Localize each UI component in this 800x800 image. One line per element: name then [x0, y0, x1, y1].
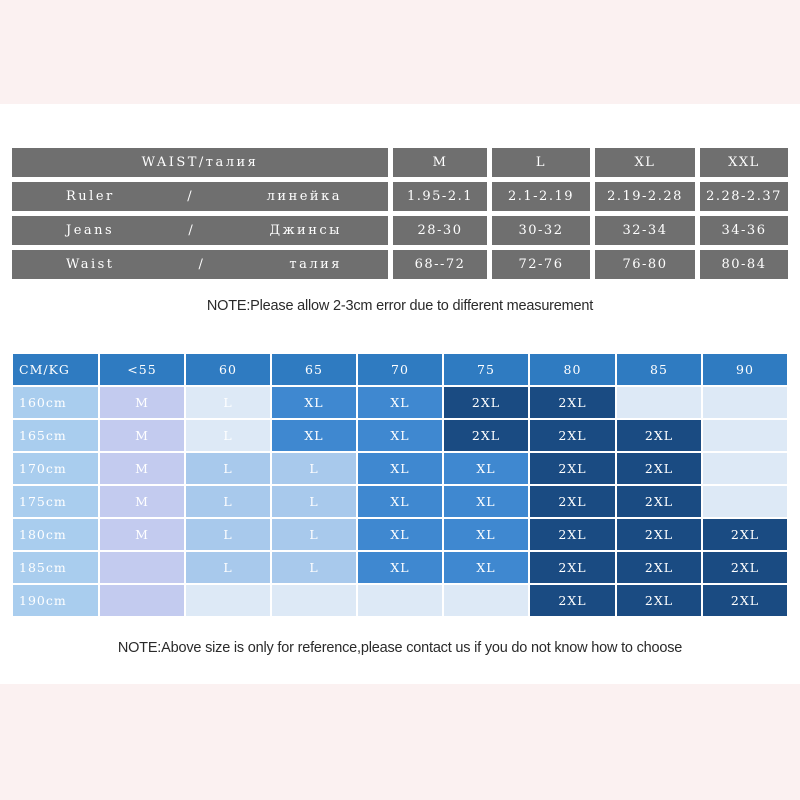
jeans-value-l: 30-32 — [492, 216, 590, 245]
size-cell: 2XL — [616, 518, 702, 551]
height-row-header: 185cm — [12, 551, 99, 584]
row-name-en: Waist — [66, 257, 115, 272]
size-header-m: M — [393, 148, 487, 177]
size-cell: L — [271, 551, 357, 584]
size-cell: L — [185, 419, 271, 452]
size-cell: M — [99, 518, 185, 551]
size-cell: 2XL — [616, 551, 702, 584]
row-name-ru: линейка — [266, 189, 342, 204]
weight-header: 70 — [357, 353, 443, 386]
size-cell: XL — [443, 452, 529, 485]
height-row-header: 165cm — [12, 419, 99, 452]
size-cell — [443, 584, 529, 617]
size-cell: L — [185, 452, 271, 485]
size-cell — [99, 551, 185, 584]
size-cell: 2XL — [529, 386, 616, 419]
size-cell — [99, 584, 185, 617]
weight-header: 85 — [616, 353, 702, 386]
height-row-header: 160cm — [12, 386, 99, 419]
size-cell: L — [185, 518, 271, 551]
size-cell: M — [99, 452, 185, 485]
size-header-l: L — [492, 148, 590, 177]
size-cell: XL — [443, 551, 529, 584]
size-header-xl: XL — [595, 148, 695, 177]
size-cell — [616, 386, 702, 419]
ruler-value-l: 2.1-2.19 — [492, 182, 590, 211]
row-name-en: Jeans — [66, 223, 115, 238]
size-cell: XL — [443, 485, 529, 518]
size-cell — [702, 452, 788, 485]
ruler-value-xl: 2.19-2.28 — [595, 182, 695, 211]
size-cell: L — [271, 485, 357, 518]
size-cell: 2XL — [529, 518, 616, 551]
size-cell — [702, 386, 788, 419]
size-cell: XL — [271, 386, 357, 419]
row-name-ru: Джинсы — [269, 223, 342, 238]
row-separator: / — [188, 223, 196, 238]
size-cell — [702, 419, 788, 452]
jeans-row-label — [12, 216, 388, 245]
waist-value-l: 72-76 — [492, 250, 590, 279]
size-cell: 2XL — [529, 584, 616, 617]
size-cell: 2XL — [529, 485, 616, 518]
ruler-value-xxl: 2.28-2.37 — [700, 182, 788, 211]
size-cell: 2XL — [702, 518, 788, 551]
size-cell: XL — [357, 485, 443, 518]
size-cell — [271, 584, 357, 617]
size-cell: XL — [357, 419, 443, 452]
height-row-header: 190cm — [12, 584, 99, 617]
waist-row-label — [12, 250, 388, 279]
weight-header: 60 — [185, 353, 271, 386]
size-cell: XL — [357, 452, 443, 485]
reference-note: NOTE:Above size is only for reference,please contact us if you do not know how to choose — [117, 640, 683, 656]
size-cell: XL — [443, 518, 529, 551]
waist-value-xl: 76-80 — [595, 250, 695, 279]
size-cell: 2XL — [529, 419, 616, 452]
ruler-row-label — [12, 182, 388, 211]
size-cell: XL — [357, 551, 443, 584]
weight-header: 90 — [702, 353, 788, 386]
size-cell: L — [185, 386, 271, 419]
weight-header: 80 — [529, 353, 616, 386]
size-cell: M — [99, 419, 185, 452]
weight-header: 65 — [271, 353, 357, 386]
waist-value-xxl: 80-84 — [700, 250, 788, 279]
height-row-header: 170cm — [12, 452, 99, 485]
ruler-row — [12, 182, 788, 211]
chart-corner-header: CM/KG — [12, 353, 99, 386]
size-cell: XL — [271, 419, 357, 452]
size-cell: M — [99, 485, 185, 518]
size-cell: 2XL — [616, 452, 702, 485]
jeans-value-xxl: 34-36 — [700, 216, 788, 245]
bottom-pink-band — [0, 684, 800, 800]
size-cell — [185, 584, 271, 617]
size-cell: L — [185, 485, 271, 518]
size-cell: M — [99, 386, 185, 419]
size-cell: L — [271, 518, 357, 551]
waist-value-m: 68--72 — [393, 250, 487, 279]
top-pink-band — [0, 0, 800, 104]
size-cell: 2XL — [529, 452, 616, 485]
measurement-error-note: NOTE:Please allow 2-3cm error due to different measurement — [206, 298, 594, 314]
size-cell: 2XL — [616, 419, 702, 452]
size-cell: 2XL — [443, 386, 529, 419]
waist-table-header-row — [12, 148, 788, 177]
size-cell: 2XL — [702, 584, 788, 617]
size-cell: XL — [357, 518, 443, 551]
size-cell: XL — [357, 386, 443, 419]
row-name-en: Ruler — [66, 189, 115, 204]
weight-header: <55 — [99, 353, 185, 386]
row-name-ru: талия — [289, 257, 342, 272]
row-separator: / — [187, 189, 195, 204]
size-cell — [357, 584, 443, 617]
waist-row — [12, 250, 788, 279]
jeans-row — [12, 216, 788, 245]
jeans-value-xl: 32-34 — [595, 216, 695, 245]
size-cell: 2XL — [443, 419, 529, 452]
height-row-header: 180cm — [12, 518, 99, 551]
height-row-header: 175cm — [12, 485, 99, 518]
size-cell: 2XL — [616, 485, 702, 518]
row-separator: / — [198, 257, 206, 272]
size-cell: L — [271, 452, 357, 485]
weight-header: 75 — [443, 353, 529, 386]
size-cell: 2XL — [616, 584, 702, 617]
size-header-xxl: XXL — [700, 148, 788, 177]
size-cell — [702, 485, 788, 518]
jeans-value-m: 28-30 — [393, 216, 487, 245]
waist-table-header-label: WAIST/талия — [12, 148, 388, 177]
size-cell: 2XL — [702, 551, 788, 584]
ruler-value-m: 1.95-2.1 — [393, 182, 487, 211]
size-cell: L — [185, 551, 271, 584]
size-cell: 2XL — [529, 551, 616, 584]
